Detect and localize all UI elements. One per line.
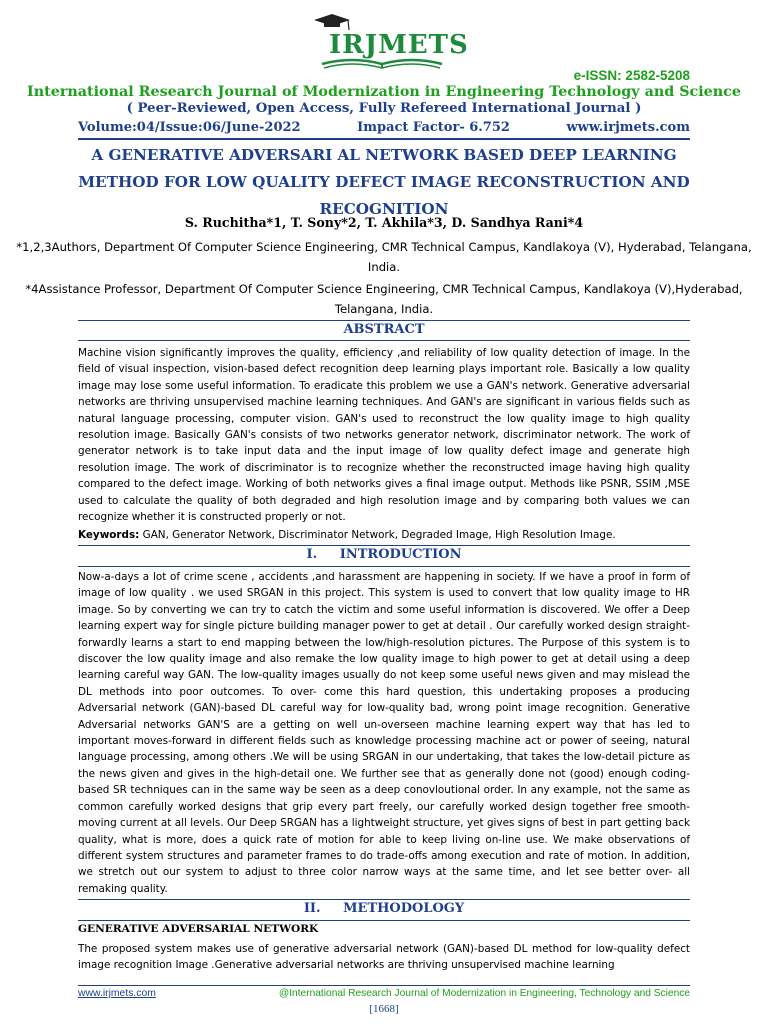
abstract-top-rule: [78, 320, 690, 321]
section1-bottom-rule: [78, 566, 690, 567]
affiliation-professor: *4Assistance Professor, Department Of Computer Science Engineering, CMR Technical Campus, Kandlakoya (V),Hyderabad, Telangana, India.: [25, 282, 743, 316]
keywords: [78, 527, 690, 543]
section1-top-rule: [78, 545, 690, 546]
issue-meta: [78, 120, 690, 135]
section-heading-methodology: [0, 901, 768, 916]
header-rule: [78, 138, 690, 140]
section-title: INTRODUCTION: [339, 547, 462, 562]
abstract-bottom-rule: [78, 340, 690, 341]
impact-factor: Impact Factor- 6.752: [357, 120, 510, 135]
volume-issue: Volume:04/Issue:06/June-2022: [78, 120, 301, 135]
paper-title: A GENERATIVE ADVERSARI AL NETWORK BASED DEEP LEARNING METHOD FOR LOW QUALITY DEFECT IMAGE RECONSTRUCTION AND RECOGNITION: [78, 146, 690, 218]
authors: S. Ruchitha*1, T. Sony*2, T. Akhila*3, D. Sandhya Rani*4: [184, 215, 584, 230]
section-number: I.: [306, 547, 318, 562]
keywords-label: Keywords:: [78, 529, 140, 541]
section-number: II.: [303, 901, 321, 916]
section2-bottom-rule: [78, 920, 690, 921]
journal-logo: [302, 12, 469, 72]
section-title: METHODOLOGY: [343, 901, 465, 916]
section-heading-introduction: [0, 547, 768, 562]
section2-top-rule: [78, 899, 690, 900]
footer-rule: [78, 985, 690, 986]
abstract-text: Machine vision significantly improves the quality, efficiency ,and reliability of low quality detection of image. In the field of visual inspection, vision-based defect recognition deep learning plays important role. Basically a low quality image may lose some useful information. To eradicate this problem we use a GAN's network. Generative adversarial networks are thriving unsupervised machine learning techniques. And GAN's are significant in various fields such as natural language processing, computer vision. GAN's used to reconstruct the low quality image to high quality resolution image. Basically GAN's consists of two networks generator network, discriminator network. The work of generator network is to take input data and the input image of low quality defect image and generate high resolution image. The work of discriminator is to recognize whether the reconstructed image having high quality compared to the defect image. Working of both networks gives a final image output. Methods like PSNR, SSIM ,MSE used to calculate the quality of both degraded and high resolution image and by comparing both values we can recognize whether it is constructed properly or not.: [78, 347, 690, 524]
abstract-heading: ABSTRACT: [343, 322, 425, 337]
affiliation-authors: *1,2,3Authors, Department Of Computer Science Engineering, CMR Technical Campus, Kandlakoya (V), Hyderabad, Telangana, India.: [16, 240, 752, 274]
footer-copyright: @International Research Journal of Modernization in Engineering, Technology and Science: [278, 988, 690, 999]
methodology-text: The proposed system makes use of generative adversarial network (GAN)-based DL method for low-quality defect image recognition Image .Generative adversarial networks are thriving unsupervised machine learning: [78, 943, 690, 972]
peer-reviewed-note: ( Peer-Reviewed, Open Access, Fully Refereed International Journal ): [126, 101, 642, 116]
keywords-list: GAN, Generator Network, Discriminator Network, Degraded Image, High Resolution Image.: [139, 529, 616, 541]
journal-name: International Research Journal of Modernization in Engineering Technology and Science: [27, 84, 741, 100]
logo-text: IRJMETS: [329, 30, 469, 60]
issn: e-ISSN: 2582-5208: [573, 68, 690, 83]
footer-link[interactable]: www.irjmets.com: [78, 988, 156, 999]
subsection-heading: GENERATIVE ADVERSARIAL NETWORK: [78, 923, 319, 935]
journal-website[interactable]: www.irjmets.com: [566, 120, 690, 135]
introduction-text: Now-a-days a lot of crime scene , accidents ,and harassment are happening in society. If we have a proof in form of image of low quality . we used SRGAN in this project. This system is used to convert that low quality image to HR image. So by converting we can try to catch the victim and some useful information is discovered. We offer a Deep learning expert way for single picture building manager power to get at detail . Our carefully worked design straight-forwardly learns a start to end mapping between the low/high-resolution pictures. The Purpose of this system is to discover the low quality image and also remake the low quality image to high power to get at detail using a deep learning careful way GAN. The low-quality images usually do not keep some useful news given and may mislead the DL methods into poor outcomes. To over- come this hard question, this undertaking proposes a producing Adversarial network (GAN)-based DL careful way for low-quality bad, wrong point image recognition. Generative Adversarial networks GAN'S are a getting on well un-overseen machine learning expert way that has led to important moves-forward in different fields such as knowledge processing machine act or power of seeing, natural language processing, among others .We will be using SRGAN in our undertaking, that takes the low-detail picture as the news given and gives in the high-detail one. We further see that as generally done not (good) enough coding-based SR techniques can in the same way be seen as a deep conovloutional order. In any example, not the same as common carefully worked designs that grip every part freely, our carefully worked design together free smooth-moving current at all levels. Our Deep SRGAN has a lightweight structure, yet gives signs of best in part getting back quality, what is more, does a quick rate of motion for able to keep living on-line use. We make observations of different system structures and parameter frames to do trade-offs among execution and rate of motion. In addition, we stretch out our system to adjust to three color narrow ways at the same time, and let see better over- all remaking quality.: [78, 571, 690, 895]
page-number: [1668]: [369, 1003, 399, 1015]
